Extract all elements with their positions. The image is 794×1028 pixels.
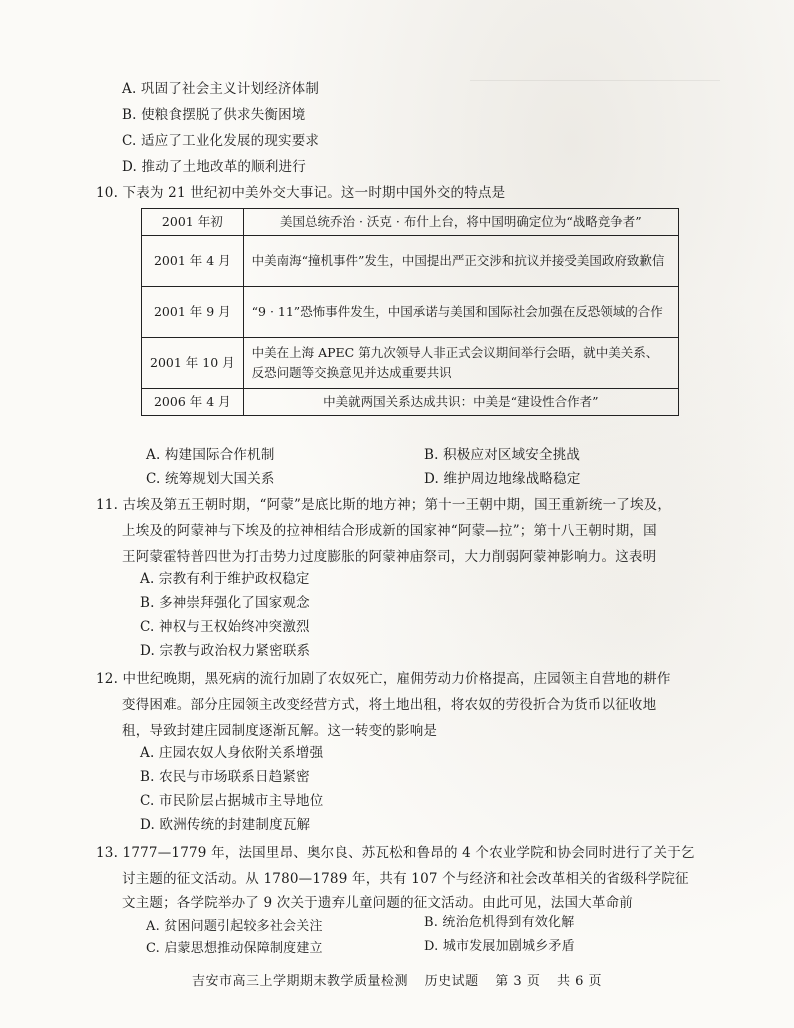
q13-option-c[interactable]: C. 启蒙思想推动保障制度建立 xyxy=(146,941,323,956)
q12-option-a[interactable]: A. 庄园农奴人身依附关系增强 xyxy=(140,745,324,761)
q13-stem-line-3: 文主题；各学院举办了 9 次关于遗弃儿童问题的征文活动。由此可见，法国大革命前 xyxy=(122,895,633,911)
q9-option-d[interactable]: D. 推动了土地改革的顺利进行 xyxy=(122,159,306,175)
bleed-through-decoration xyxy=(470,80,720,201)
event-text: 中美就两国关系达成共识：中美是“建设性合作者” xyxy=(243,389,678,416)
q12-option-d[interactable]: D. 欧洲传统的封建制度瓦解 xyxy=(140,817,311,833)
q12-option-b[interactable]: B. 农民与市场联系日趋紧密 xyxy=(140,769,310,785)
q10-stem: 10. 下表为 21 世纪初中美外交大事记。这一时期中国外交的特点是 xyxy=(96,185,506,201)
q12-stem-line-3: 租，导致封建庄园制度逐渐瓦解。这一转变的影响是 xyxy=(122,723,438,739)
q12-stem-line-2: 变得困难。部分庄园领主改变经营方式，将土地出租，将农奴的劳役折合为货币以征收地 xyxy=(122,697,657,713)
q11-stem-line-2: 上埃及的阿蒙神与下埃及的拉神相结合形成新的国家神“阿蒙—拉”；第十八王朝时期，国 xyxy=(122,523,657,539)
event-text: 中美南海“撞机事件”发生，中国提出严正交涉和抗议并接受美国政府致歉信 xyxy=(243,236,678,287)
q9-option-b[interactable]: B. 使粮食摆脱了供求失衡困境 xyxy=(122,107,306,123)
q12-stem-line-1: 12. 中世纪晚期，黑死病的流行加剧了农奴死亡，雇佣劳动力价格提高，庄园领主自营地的耕作 xyxy=(96,671,671,687)
q11-option-a[interactable]: A. 宗教有利于维护政权稳定 xyxy=(140,571,310,587)
event-date: 2001 年 4 月 xyxy=(142,236,244,287)
footer-subject: 历史试题 xyxy=(424,974,479,989)
q10-option-a[interactable]: A. 构建国际合作机制 xyxy=(146,447,275,463)
table-row xyxy=(142,236,679,287)
q9-option-c[interactable]: C. 适应了工业化发展的现实要求 xyxy=(122,133,320,149)
event-text: 中美在上海 APEC 第九次领导人非正式会议期间举行会晤，就中美关系、反恐问题等交换意见并达成重要共识 xyxy=(243,338,678,389)
q11-stem-line-3: 王阿蒙霍特普四世为打击势力过度膨胀的阿蒙神庙祭司，大力削弱阿蒙神影响力。这表明 xyxy=(122,549,657,565)
table-row xyxy=(142,287,679,338)
q11-stem-line-1: 11. 古埃及第五王朝时期，“阿蒙”是底比斯的地方神；第十一王朝中期，国王重新统一了埃及， xyxy=(96,497,672,513)
table-row xyxy=(142,338,679,389)
q10-option-b[interactable]: B. 积极应对区域安全挑战 xyxy=(424,447,581,463)
q12-option-c[interactable]: C. 市民阶层占据城市主导地位 xyxy=(140,793,324,809)
table-row xyxy=(142,389,679,416)
q13-stem-line-1: 13. 1777—1779 年，法国里昂、奥尔良、苏瓦松和鲁昂的 4 个农业学院和协会同时进行了关于乞 xyxy=(96,845,695,861)
q11-option-b[interactable]: B. 多神崇拜强化了国家观念 xyxy=(140,595,310,611)
event-date: 2001 年 9 月 xyxy=(142,287,244,338)
footer-exam-name: 吉安市高三上学期期末教学质量检测 xyxy=(191,974,408,989)
footer-page-number: 第 3 页 xyxy=(495,974,541,989)
q13-option-a[interactable]: A. 贫困问题引起较多社会关注 xyxy=(146,919,323,934)
page-footer xyxy=(0,970,794,989)
table-row xyxy=(142,209,679,236)
q11-option-d[interactable]: D. 宗教与政治权力紧密联系 xyxy=(140,643,311,659)
footer-total-pages: 共 6 页 xyxy=(556,974,603,989)
q10-option-d[interactable]: D. 维护周边地缘战略稳定 xyxy=(424,471,581,487)
q10-events-table xyxy=(141,208,679,416)
q13-option-b[interactable]: B. 统治危机得到有效化解 xyxy=(424,915,575,930)
q11-option-c[interactable]: C. 神权与王权始终冲突激烈 xyxy=(140,619,310,635)
event-text: 美国总统乔治 · 沃克 · 布什上台，将中国明确定位为“战略竞争者” xyxy=(243,209,678,236)
event-text: “9 · 11”恐怖事件发生，中国承诺与美国和国际社会加强在反恐领域的合作 xyxy=(243,287,678,338)
event-date: 2001 年初 xyxy=(142,209,244,236)
q13-stem-line-2: 讨主题的征文活动。从 1780—1789 年，共有 107 个与经济和社会改革相关的省级科学院征 xyxy=(122,871,689,887)
event-date: 2001 年 10 月 xyxy=(142,338,244,389)
q9-option-a[interactable]: A. 巩固了社会主义计划经济体制 xyxy=(122,81,320,97)
event-date: 2006 年 4 月 xyxy=(142,389,244,416)
q10-option-c[interactable]: C. 统筹规划大国关系 xyxy=(146,471,275,487)
q13-option-d[interactable]: D. 城市发展加剧城乡矛盾 xyxy=(424,939,575,954)
